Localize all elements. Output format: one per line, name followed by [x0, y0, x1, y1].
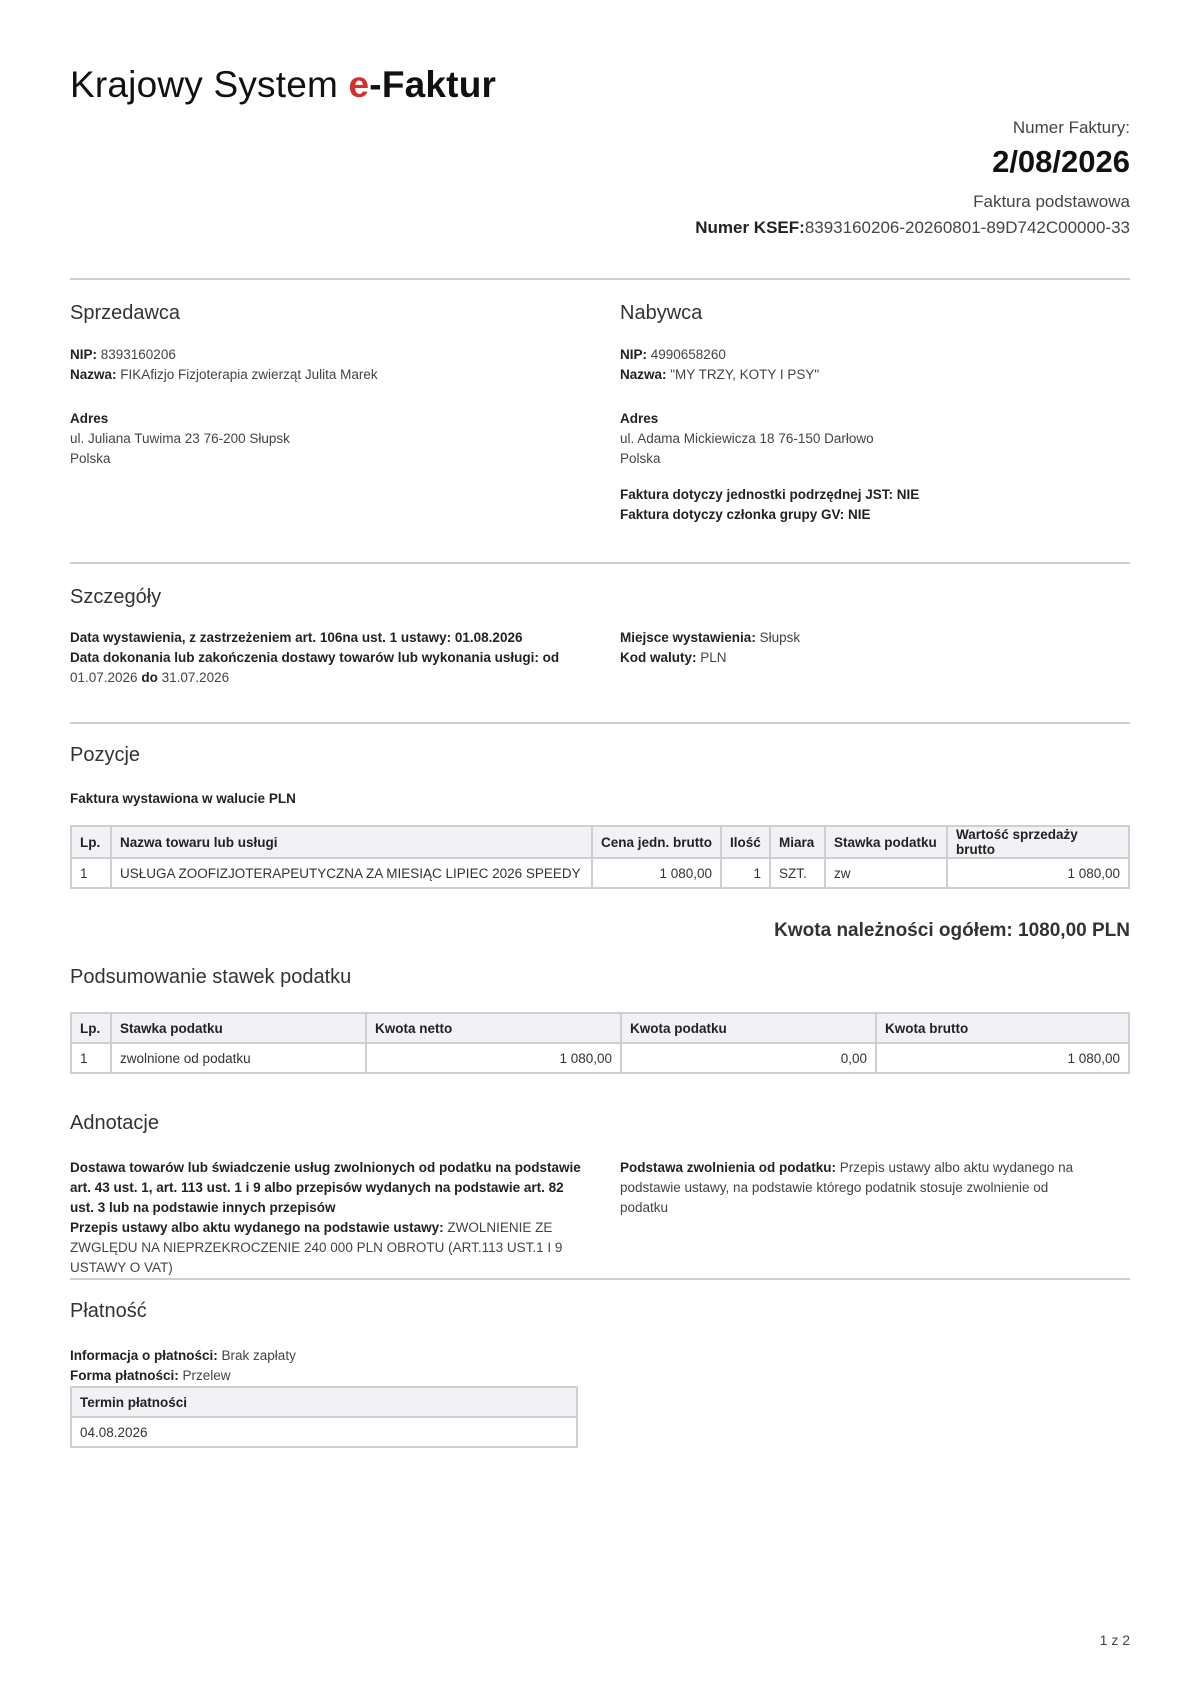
delivery-to: 31.07.2026	[161, 670, 230, 685]
seller-address-line2: Polska	[70, 451, 111, 466]
table-header-row	[71, 826, 1129, 858]
cell-lp: 1	[71, 858, 111, 888]
buyer-nip	[620, 345, 1130, 365]
buyer-name	[620, 365, 1130, 385]
issue-date: Data wystawienia, z zastrzeżeniem art. 106na ust. 1 ustawy: 01.08.2026	[70, 630, 523, 645]
currency-note: Faktura wystawiona w walucie PLN	[70, 791, 296, 806]
law-basis	[70, 1218, 610, 1238]
column-header: Lp.	[71, 1013, 111, 1043]
buyer-address-line2: Polska	[620, 451, 661, 466]
exemption-basis-line: podatku	[620, 1200, 669, 1215]
table-header-row	[71, 1387, 577, 1417]
delivery-do: do	[137, 670, 162, 685]
delivery-from: 01.07.2026	[70, 670, 138, 685]
payment-info	[70, 1346, 610, 1386]
exemption-line: ust. 3 lub na podstawie innych przepisów	[70, 1200, 336, 1215]
currency-value: PLN	[696, 650, 727, 665]
buyer-nip-label: NIP:	[620, 347, 647, 362]
table-row	[71, 1417, 577, 1447]
column-header: Nazwa towaru lub usługi	[111, 826, 592, 858]
column-header: Lp.	[71, 826, 111, 858]
law-basis-label: Przepis ustawy albo aktu wydanego na podstawie ustawy:	[70, 1220, 444, 1235]
cell-payment-date: 04.08.2026	[71, 1417, 577, 1447]
exemption-basis-value: Przepis ustawy albo aktu wydanego na	[836, 1160, 1074, 1175]
seller-name-label: Nazwa:	[70, 367, 117, 382]
annotations-right	[620, 1158, 1120, 1218]
column-header: Termin płatności	[71, 1387, 577, 1417]
law-basis-line: USTAWY O VAT)	[70, 1260, 173, 1275]
cell-lp: 1	[71, 1043, 111, 1073]
total-amount: Kwota należności ogółem: 1080,00 PLN	[774, 920, 1130, 941]
buyer-nip-value: 4990658260	[647, 347, 726, 362]
table-row	[71, 858, 1129, 888]
invoice-page	[70, 0, 1130, 1693]
app-logo	[70, 64, 496, 106]
seller-address-line1: ul. Juliana Tuwima 23 76-200 Słupsk	[70, 431, 290, 446]
issue-place	[620, 628, 1130, 648]
exemption-basis	[620, 1158, 1120, 1178]
buyer-name-value: "MY TRZY, KOTY I PSY"	[666, 367, 820, 382]
invoice-header	[695, 118, 1130, 238]
table-header-row	[71, 1013, 1129, 1043]
invoice-number-label: Numer Faktury:	[1012, 118, 1130, 137]
seller-name-value: FIKAfizjo Fizjoterapia zwierząt Julita Marek	[116, 367, 378, 382]
positions-table	[70, 825, 1130, 889]
currency-label: Kod waluty:	[620, 650, 697, 665]
details-right	[620, 628, 1130, 668]
divider	[70, 1278, 1130, 1280]
divider	[70, 278, 1130, 280]
annotations-title: Adnotacje	[70, 1112, 159, 1134]
page-number: 1 z 2	[1099, 1632, 1130, 1648]
cell-tax-rate: zw	[825, 858, 947, 888]
invoice-number: 2/08/2026	[992, 144, 1130, 179]
positions-title: Pozycje	[70, 744, 141, 766]
divider	[70, 722, 1130, 724]
ksef-value: 8393160206-20260801-89D742C00000-33	[804, 218, 1130, 237]
annotations-left	[70, 1158, 610, 1278]
column-header: Ilość	[721, 826, 770, 858]
cell-tax: 0,00	[621, 1043, 876, 1073]
delivery-date	[70, 648, 610, 688]
brand-text-2: -Faktur	[369, 64, 497, 105]
exemption-basis-line: podstawie ustawy, na podstawie którego podatnik stosuje zwolnienie od	[620, 1180, 1049, 1195]
seller-name	[70, 365, 590, 385]
delivery-od: od	[538, 650, 560, 665]
invoice-kind: Faktura podstawowa	[973, 192, 1130, 211]
buyer-address-line1: ul. Adama Mickiewicza 18 76-150 Darłowo	[620, 431, 874, 446]
column-header: Stawka podatku	[111, 1013, 366, 1043]
seller-nip-label: NIP:	[70, 347, 97, 362]
cell-unit-price: 1 080,00	[592, 858, 721, 888]
exemption-basis-label: Podstawa zwolnienia od podatku:	[620, 1160, 837, 1175]
payment-form-label: Forma płatności:	[70, 1368, 179, 1383]
brand-text-1: Krajowy System	[70, 64, 349, 105]
payment-status-value: Brak zapłaty	[217, 1348, 296, 1363]
brand-e: e	[348, 64, 370, 105]
seller-address-label: Adres	[70, 411, 109, 426]
buyer-name-label: Nazwa:	[620, 367, 667, 382]
tax-summary-title: Podsumowanie stawek podatku	[70, 966, 352, 988]
law-basis-value: ZWOLNIENIE ZE	[443, 1220, 553, 1235]
buyer-address-label: Adres	[620, 411, 659, 426]
cell-tax-rate: zwolnione od podatku	[111, 1043, 366, 1073]
table-row	[71, 1043, 1129, 1073]
cell-unit: SZT.	[770, 858, 825, 888]
details-left	[70, 628, 610, 688]
buyer-gv: Faktura dotyczy członka grupy GV: NIE	[620, 507, 871, 522]
law-basis-line: ZWGLĘDU NA NIEPRZEKROCZENIE 240 000 PLN OBROTU (ART.113 UST.1 I 9	[70, 1240, 563, 1255]
buyer-title: Nabywca	[620, 302, 703, 324]
details-title: Szczegóły	[70, 586, 162, 608]
payment-title: Płatność	[70, 1300, 147, 1322]
payment-status	[70, 1346, 610, 1366]
column-header: Wartość sprzedaży brutto	[947, 826, 1129, 858]
cell-gross-value: 1 080,00	[947, 858, 1129, 888]
column-header: Kwota brutto	[876, 1013, 1129, 1043]
currency-code	[620, 648, 1130, 668]
place-value: Słupsk	[755, 630, 801, 645]
exemption-line: art. 43 ust. 1, art. 113 ust. 1 i 9 albo przepisów wydanych na podstawie art. 82	[70, 1180, 564, 1195]
column-header: Cena jedn. brutto	[592, 826, 721, 858]
cell-net: 1 080,00	[366, 1043, 621, 1073]
column-header: Kwota netto	[366, 1013, 621, 1043]
buyer-jst: Faktura dotyczy jednostki podrzędnej JST: NIE	[620, 487, 920, 502]
seller-title: Sprzedawca	[70, 302, 181, 324]
ksef-label: Numer KSEF:	[695, 218, 805, 237]
seller-block	[70, 345, 590, 469]
buyer-block	[620, 345, 1130, 525]
cell-gross: 1 080,00	[876, 1043, 1129, 1073]
ksef-number	[695, 218, 1130, 238]
exemption-line: Dostawa towarów lub świadczenie usług zwolnionych od podatku na podstawie	[70, 1160, 581, 1175]
column-header: Kwota podatku	[621, 1013, 876, 1043]
column-header: Stawka podatku	[825, 826, 947, 858]
cell-name: USŁUGA ZOOFIZJOTERAPEUTYCZNA ZA MIESIĄC LIPIEC 2026 SPEEDY	[111, 858, 592, 888]
cell-quantity: 1	[721, 858, 770, 888]
payment-form	[70, 1366, 610, 1386]
delivery-label: Data dokonania lub zakończenia dostawy towarów lub wykonania usługi:	[70, 650, 539, 665]
place-label: Miejsce wystawienia:	[620, 630, 756, 645]
divider	[70, 562, 1130, 564]
tax-summary-table	[70, 1012, 1130, 1074]
payment-form-value: Przelew	[178, 1368, 231, 1383]
column-header: Miara	[770, 826, 825, 858]
payment-term-table	[70, 1386, 578, 1448]
seller-nip-value: 8393160206	[97, 347, 176, 362]
payment-status-label: Informacja o płatności:	[70, 1348, 218, 1363]
seller-nip	[70, 345, 590, 365]
